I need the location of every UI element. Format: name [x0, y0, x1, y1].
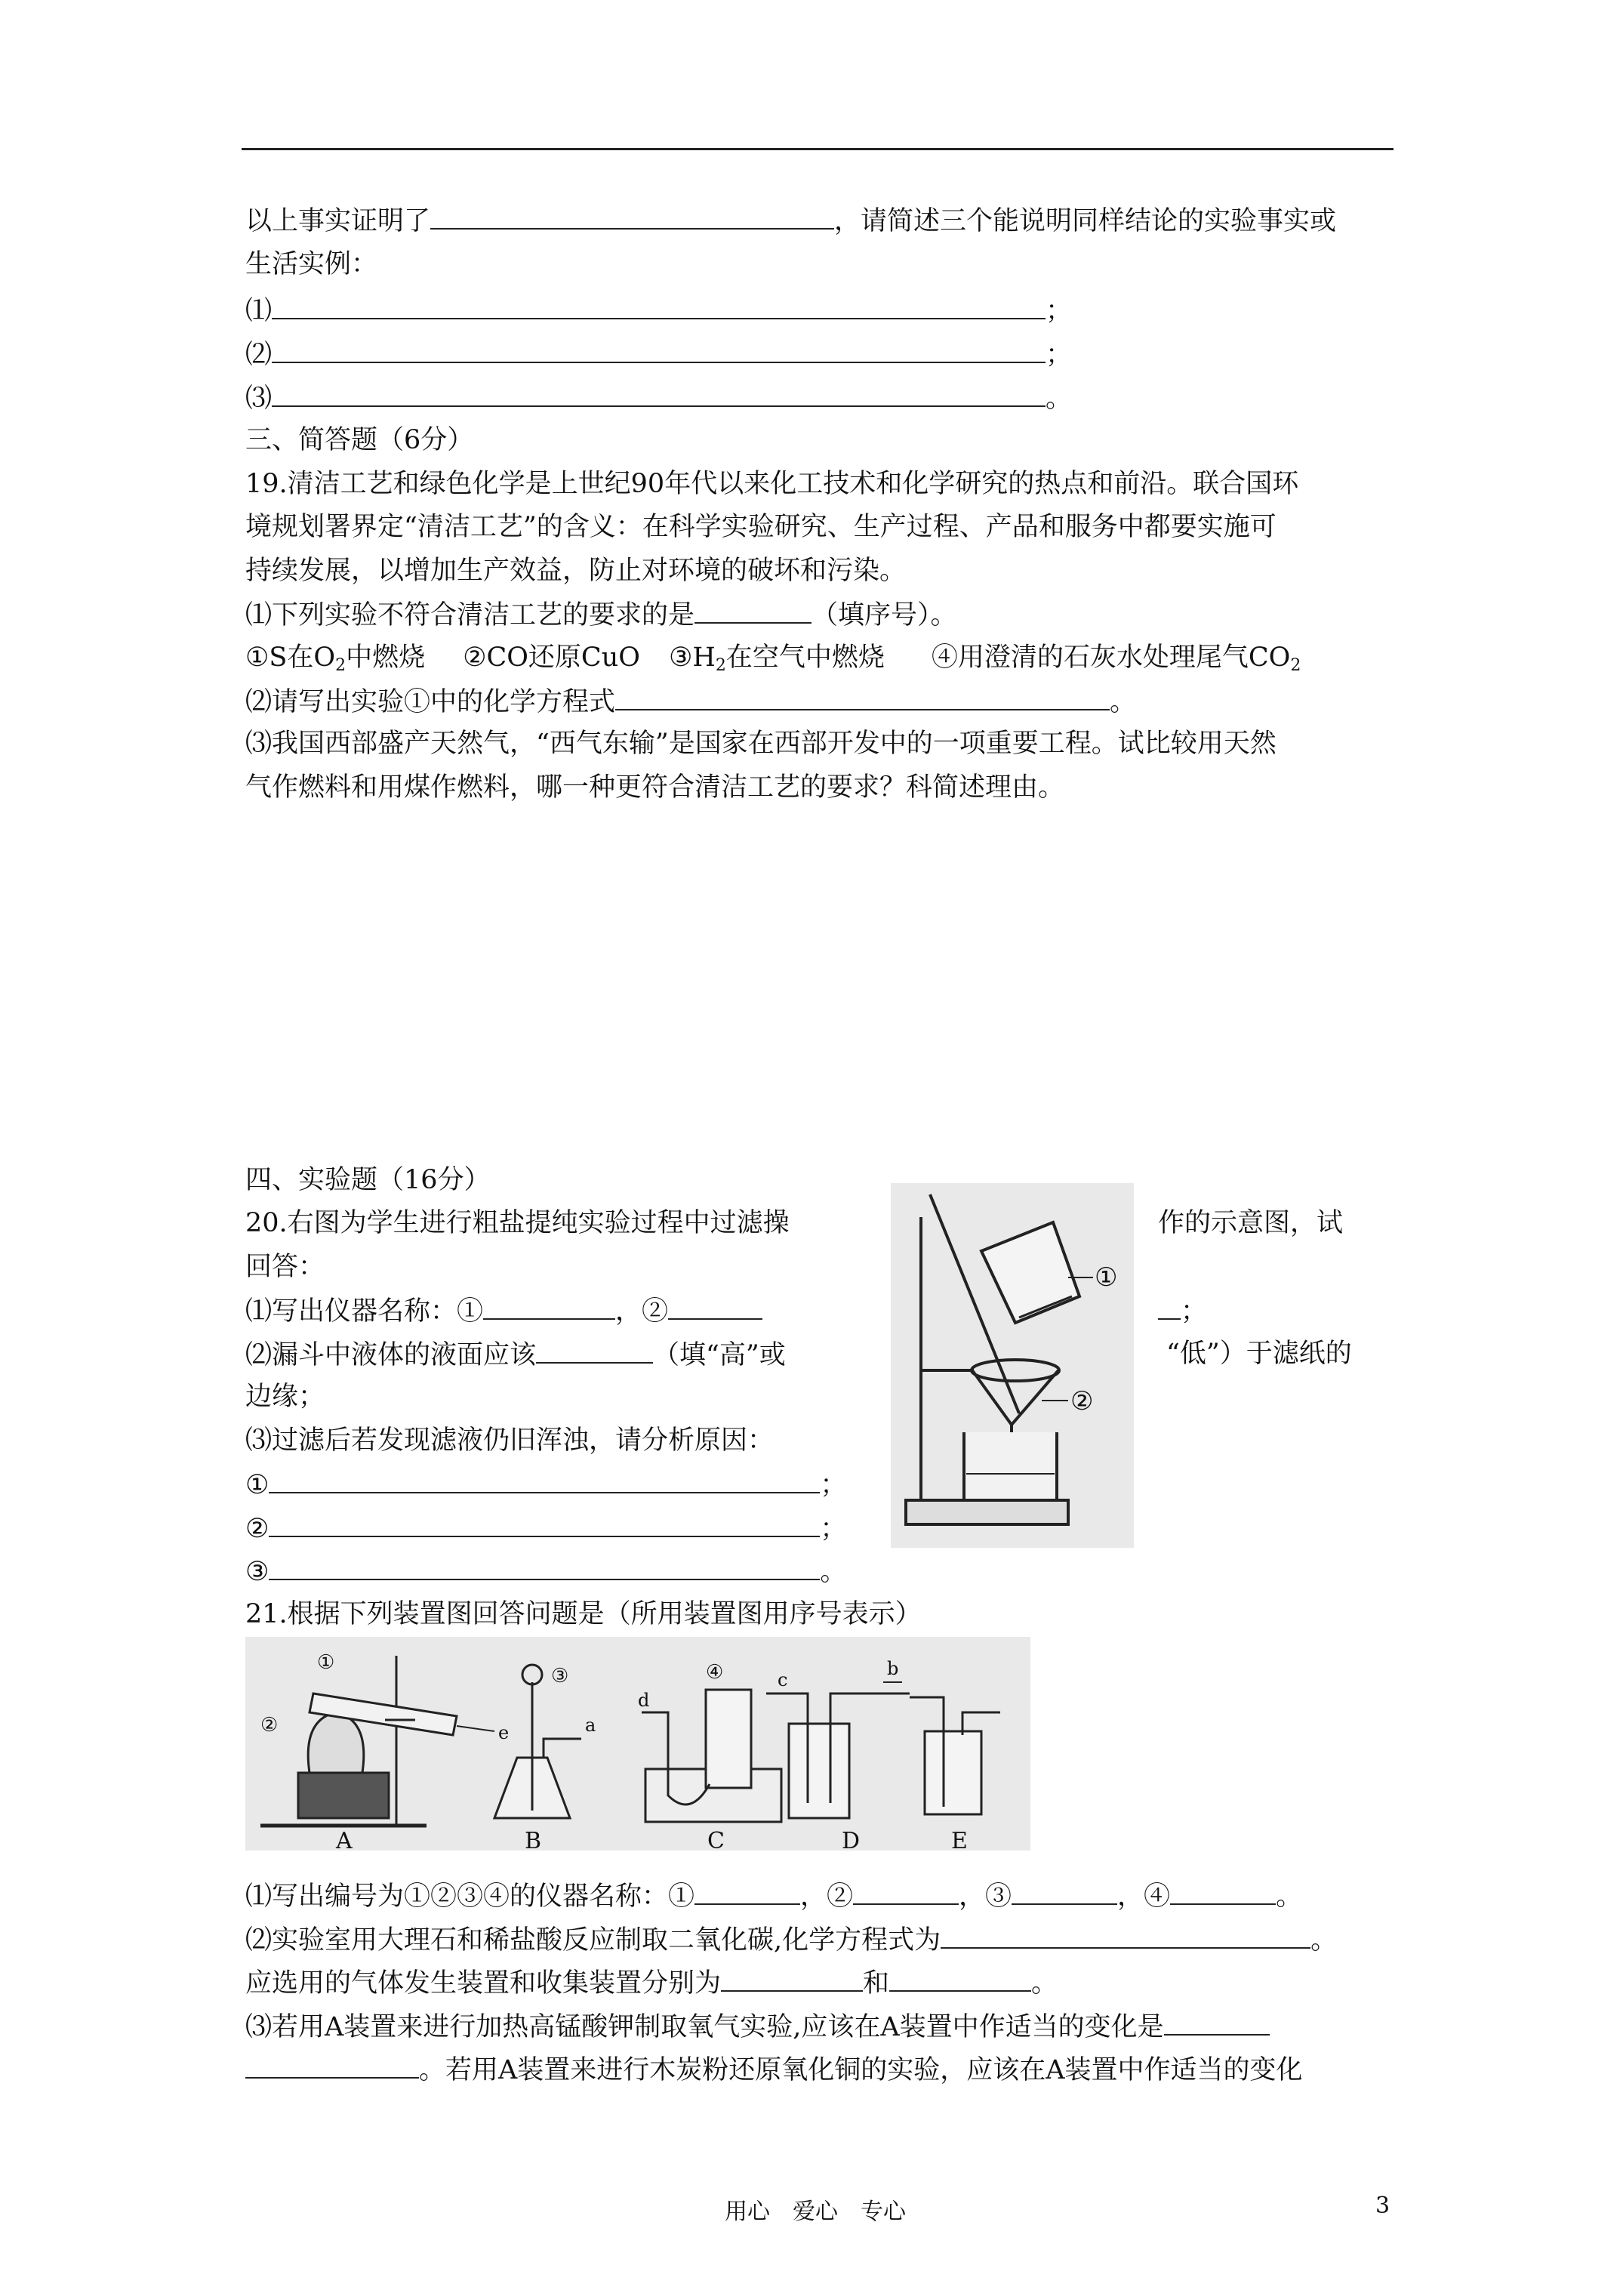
- q19-part-2-blank[interactable]: [615, 683, 1110, 710]
- q19-part-3-cont: 气作燃料和用煤作燃料，哪一种更符合清洁工艺的要求？科简述理由。: [245, 772, 1065, 803]
- q21-part-2b: 应选用的气体发生装置和收集装置分别为 和 。: [245, 1965, 1058, 2001]
- q20-line-edge: 边缘；: [245, 1382, 325, 1412]
- apparatus-label-e: E: [951, 1828, 968, 1851]
- q21-part-1: ⑴写出编号为①②③④的仪器名称：① ，② ，③ ，④ 。: [245, 1878, 1302, 1914]
- apparatus-mark-d: d: [638, 1690, 650, 1711]
- q19-options: ①S在$O_2$中燃烧 ②CO还原CuO $③H_2$在空气中燃烧 ④用澄清的石灰水处理尾气$CO_2$: [245, 643, 1301, 675]
- q20-reason-3: ③ 。: [245, 1553, 846, 1589]
- q20-part-1: ⑴写出仪器名称：① ，②: [245, 1293, 762, 1329]
- q20-part-2-end: “低”）于滤纸的: [1166, 1339, 1352, 1369]
- q21-generator-blank[interactable]: [721, 1965, 863, 1992]
- q18-item-2-blank[interactable]: [272, 336, 1046, 363]
- q20-line-1b: 作的示意图，试: [1158, 1208, 1344, 1238]
- q19-part-1: ⑴下列实验不符合清洁工艺的要求的是 （填序号）。: [245, 596, 957, 633]
- apparatus-mark-a: a: [585, 1715, 596, 1736]
- q21-part-3-blank[interactable]: [1164, 2008, 1270, 2036]
- q19-part-2: ⑵请写出实验①中的化学方程式 。: [245, 683, 1136, 720]
- q19-intro-1: 19.清洁工艺和绿色化学是上世纪90年代以来化工技术和化学研究的热点和前沿。联合国环: [245, 469, 1299, 499]
- apparatus-mark-4: ④: [706, 1661, 724, 1684]
- q18-item-3: ⑶ 。: [245, 380, 1072, 416]
- q19-intro-2: 境规划署界定“清洁工艺”的含义：在科学实验研究、生产过程、产品和服务中都要实施可: [245, 512, 1277, 542]
- apparatus-mark-b: b: [887, 1658, 899, 1679]
- q21-part-3: ⑶若用A装置来进行加热高锰酸钾制取氧气实验,应该在A装置中作适当的变化是: [245, 2008, 1270, 2045]
- q20-reason-1-blank[interactable]: [269, 1466, 820, 1493]
- q20-blank-2[interactable]: [668, 1293, 762, 1320]
- q18-lead-cont: 生活实例：: [245, 249, 378, 279]
- header-rule: [242, 148, 1394, 150]
- apparatus-label-c: C: [707, 1828, 725, 1851]
- q20-part-2: ⑵漏斗中液体的液面应该 （填“高”或: [245, 1336, 786, 1373]
- apparatus-label-a: A: [336, 1828, 353, 1851]
- apparatus-label-d: D: [842, 1828, 861, 1851]
- filtration-label-1: ①: [1095, 1262, 1118, 1293]
- q20-line-1a: 20.右图为学生进行粗盐提纯实验过程中过滤操: [245, 1208, 790, 1238]
- q18-answer-blank[interactable]: [430, 202, 834, 230]
- filtration-label-2: ②: [1070, 1386, 1094, 1416]
- q18-item-1: ⑴ ；: [245, 292, 1072, 328]
- q20-blank-1[interactable]: [483, 1293, 615, 1320]
- section-4-heading: 四、实验题（16分）: [245, 1165, 491, 1195]
- q21-blank-2[interactable]: [853, 1878, 959, 1905]
- q20-reason-2: ② ；: [245, 1510, 846, 1546]
- apparatus-mark-3: ③: [551, 1665, 569, 1687]
- q19-part-3: ⑶我国西部盛产天然气，“西气东输”是国家在西部开发中的一项重要工程。试比较用天然: [245, 729, 1277, 759]
- apparatus-label-b: B: [525, 1828, 542, 1851]
- q21-blank-4[interactable]: [1170, 1878, 1276, 1905]
- q21-intro: 21.根据下列装置图回答问题是（所用装置图用序号表示）: [245, 1599, 922, 1629]
- q20-part-2-blank[interactable]: [536, 1336, 653, 1364]
- section-3-heading: 三、简答题（6分）: [245, 425, 474, 455]
- q21-blank-3[interactable]: [1012, 1878, 1117, 1905]
- q20-part-3: ⑶过滤后若发现滤液仍旧浑浊，请分析原因：: [245, 1425, 775, 1456]
- q21-collector-blank[interactable]: [889, 1965, 1031, 1992]
- q21-part-2: ⑵实验室用大理石和稀盐酸反应制取二氧化碳,化学方程式为 。: [245, 1922, 1337, 1958]
- q19-intro-3: 持续发展，以增加生产效益，防止对环境的破坏和污染。: [245, 556, 907, 586]
- apparatus-mark-1: ①: [317, 1651, 335, 1674]
- q21-part-3-cont: 。若用A装置来进行木炭粉还原氧化铜的实验，应该在A装置中作适当的变化: [245, 2051, 1303, 2088]
- q19-part-1-blank[interactable]: [694, 596, 812, 624]
- apparatus-mark-c: c: [778, 1669, 788, 1690]
- apparatus-mark-2: ②: [260, 1714, 279, 1737]
- q18-item-1-blank[interactable]: [272, 292, 1046, 319]
- q21-blank-1[interactable]: [694, 1878, 800, 1905]
- filtration-figure: [891, 1183, 1134, 1548]
- q21-part-3-blank-cont[interactable]: [245, 2051, 419, 2079]
- page-number: 3: [1375, 2193, 1390, 2219]
- q20-reason-3-blank[interactable]: [269, 1553, 820, 1580]
- q18-item-3-blank[interactable]: [272, 380, 1046, 407]
- q20-reason-2-blank[interactable]: [269, 1510, 820, 1537]
- q20-line-2: 回答：: [245, 1252, 325, 1282]
- apparatus-figure: [245, 1637, 1030, 1851]
- q21-part-2-blank[interactable]: [941, 1922, 1310, 1949]
- q20-part-1-end: ；: [1158, 1293, 1207, 1329]
- footer-motto: 用心 爱心 专心: [725, 2199, 906, 2225]
- q20-blank-2-tail[interactable]: [1158, 1293, 1181, 1320]
- q20-reason-1: ① ；: [245, 1466, 846, 1502]
- q18-item-2: ⑵ ；: [245, 336, 1072, 372]
- apparatus-mark-e: e: [498, 1722, 510, 1743]
- q18-lead-line: 以上事实证明了 ，请简述三个能说明同样结论的实验事实或: [245, 202, 1336, 239]
